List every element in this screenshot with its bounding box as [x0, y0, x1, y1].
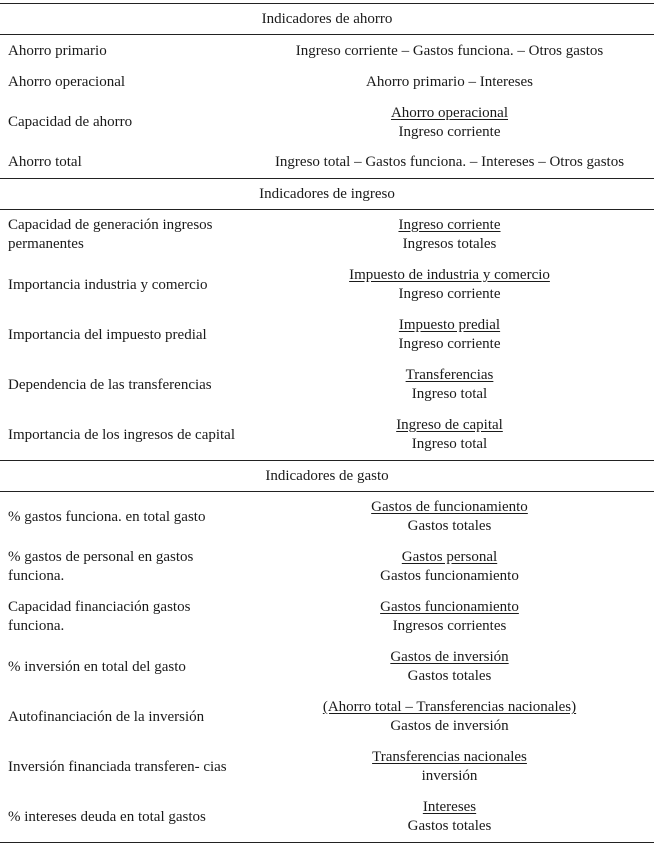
section-header-ingreso: [0, 179, 654, 210]
fraction-denominator: Ingreso total: [411, 436, 488, 452]
fraction-denominator: Gastos funcionamiento: [380, 568, 519, 584]
indicator-fraction: [245, 592, 654, 642]
indicator-fraction: [245, 210, 654, 261]
indicator-fraction: [245, 260, 654, 310]
fraction-denominator: Gastos totales: [407, 518, 492, 534]
fraction-denominator: Gastos totales: [407, 668, 492, 684]
table-row: [0, 35, 654, 68]
indicator-fraction: [245, 792, 654, 843]
indicator-formula: Ahorro primario – Intereses: [365, 74, 534, 90]
fraction-denominator: Ingresos corrientes: [392, 618, 507, 634]
indicator-formula: Ingreso total – Gastos funciona. – Intereses – Otros gastos: [274, 154, 625, 170]
indicator-label: Importancia de los ingresos de capital: [8, 426, 236, 443]
fraction-numerator: Gastos personal: [401, 549, 498, 565]
table-row: [0, 542, 654, 592]
indicator-label: Capacidad de generación ingresos permanentes: [8, 217, 213, 252]
indicator-label: Importancia del impuesto predial: [8, 326, 207, 343]
table-row: [0, 692, 654, 742]
fraction-numerator: Ingreso corriente: [398, 217, 501, 233]
fraction-denominator: Ingreso corriente: [398, 286, 501, 302]
section-title: Indicadores de ahorro: [0, 4, 654, 35]
indicator-label: % gastos funciona. en total gasto: [8, 508, 206, 525]
section-title: Indicadores de ingreso: [0, 179, 654, 210]
indicator-fraction: [245, 542, 654, 592]
fraction-numerator: Impuesto predial: [398, 317, 501, 333]
fraction-numerator: Gastos de funcionamiento: [371, 499, 528, 515]
table-row: [0, 360, 654, 410]
indicator-label: % intereses deuda en total gastos: [0, 792, 245, 843]
table-row: [0, 210, 654, 261]
fraction-numerator: Ingreso de capital: [396, 417, 503, 433]
fraction-numerator: Transferencias nacionales: [372, 749, 527, 765]
fraction-numerator: Gastos de inversión: [390, 649, 509, 665]
indicator-label: % gastos de personal en gastos funciona.: [8, 549, 194, 584]
fraction-denominator: Ingresos totales: [402, 236, 497, 252]
indicator-label: Ahorro total: [8, 154, 82, 170]
indicator-label: Autofinanciación de la inversión: [8, 708, 205, 725]
fraction-numerator: Gastos funcionamiento: [380, 599, 519, 615]
indicator-label: Capacidad de ahorro: [8, 114, 133, 130]
fraction-numerator: Transferencias: [405, 367, 494, 383]
table-row: [0, 592, 654, 642]
indicator-label: Dependencia de las transferencias: [8, 376, 212, 393]
indicator-fraction: [245, 310, 654, 360]
table-row: [0, 410, 654, 461]
indicator-label: Capacidad financiación gastos funciona.: [8, 599, 191, 634]
indicators-table: [0, 3, 654, 843]
indicator-fraction: [245, 492, 654, 543]
indicator-fraction: [245, 98, 654, 147]
fraction-denominator: inversión: [421, 768, 478, 784]
table-row: [0, 792, 654, 843]
fraction-denominator: Gastos totales: [407, 818, 492, 834]
indicator-fraction: [245, 692, 654, 742]
table-row: [0, 492, 654, 543]
indicator-label: Ahorro operacional: [8, 74, 126, 90]
fraction-denominator: Ingreso total: [411, 386, 488, 402]
indicator-label: % inversión en total del gasto: [8, 658, 186, 675]
indicator-fraction: [245, 360, 654, 410]
section-header-gasto: [0, 461, 654, 492]
fraction-numerator: Impuesto de industria y comercio: [349, 267, 550, 283]
indicator-formula: Ingreso corriente – Gastos funciona. – Otros gastos: [295, 42, 604, 59]
table-row: [0, 98, 654, 147]
indicator-label: Inversión financiada transferen- cias: [8, 758, 227, 775]
fraction-numerator: (Ahorro total – Transferencias nacionales): [322, 699, 577, 715]
table-row: [0, 147, 654, 179]
fraction-denominator: Ingreso corriente: [398, 336, 501, 352]
table-row: [0, 642, 654, 692]
indicator-label: Ahorro primario: [8, 42, 107, 59]
section-title: Indicadores de gasto: [0, 461, 654, 492]
fraction-denominator: Ingreso corriente: [398, 123, 501, 140]
table-row: [0, 67, 654, 98]
table-row: [0, 310, 654, 360]
fraction-denominator: Gastos de inversión: [390, 718, 509, 734]
section-header-ahorro: [0, 4, 654, 35]
fraction-numerator: Ahorro operacional: [390, 104, 509, 121]
fraction-numerator: Intereses: [422, 799, 477, 815]
indicator-label: Importancia industria y comercio: [8, 276, 208, 293]
indicator-fraction: [245, 410, 654, 461]
table-row: [0, 260, 654, 310]
table-row: [0, 742, 654, 792]
indicator-fraction: [245, 742, 654, 792]
indicator-fraction: [245, 642, 654, 692]
